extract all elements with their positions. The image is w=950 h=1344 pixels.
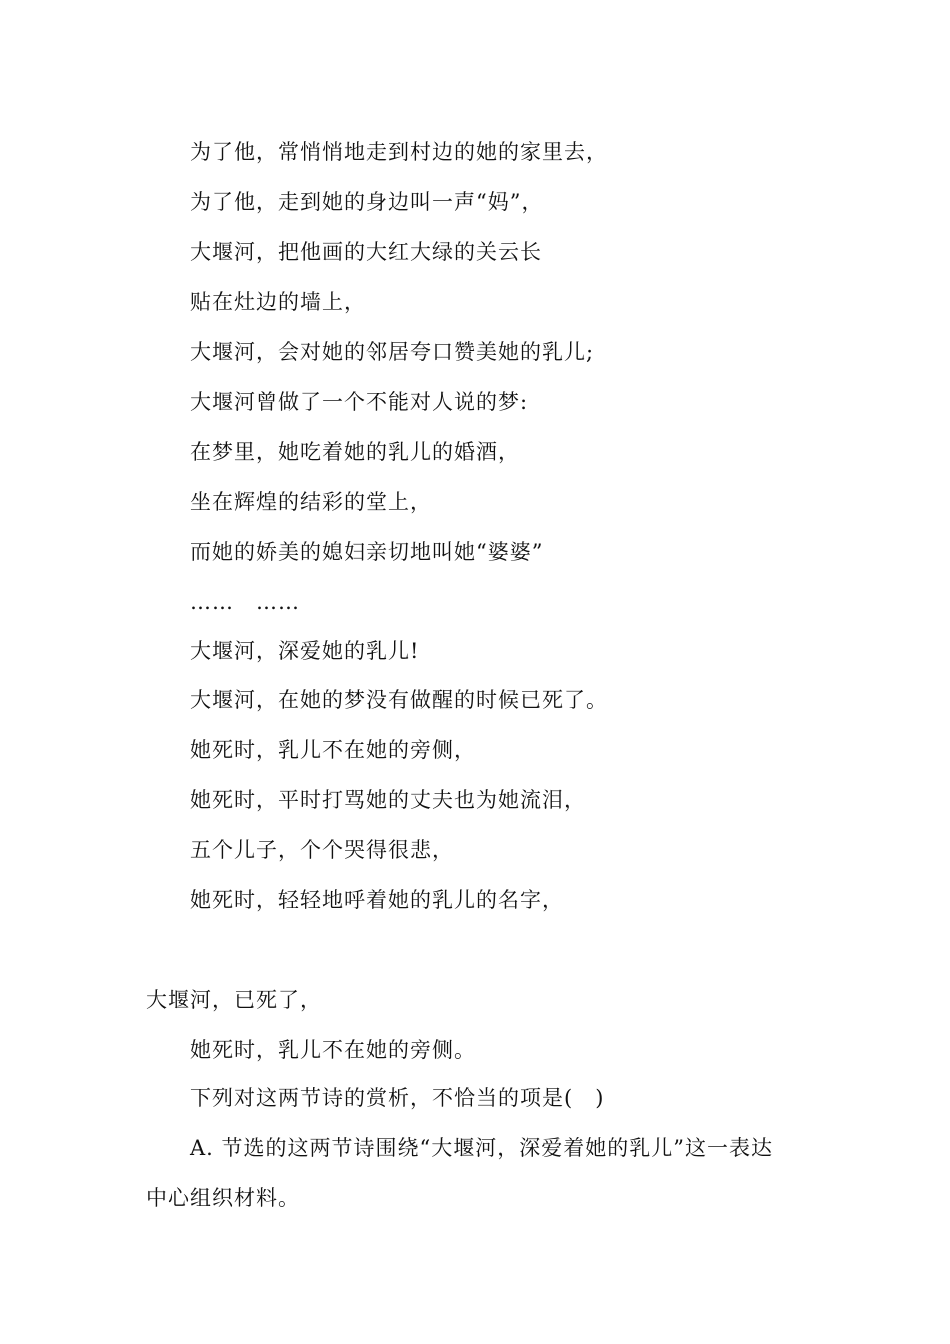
poem-line: 为了他，走到她的身边叫一声“妈”， bbox=[190, 190, 544, 214]
poem-line: 她死时，乳儿不在她的旁侧。 bbox=[190, 1038, 476, 1062]
poem-line: 为了他，常悄悄地走到村边的她的家里去， bbox=[190, 140, 608, 164]
poem-line: 她死时，平时打骂她的丈夫也为她流泪， bbox=[190, 788, 586, 812]
poem-line: 大堰河，会对她的邻居夸口赞美她的乳儿; bbox=[190, 340, 595, 364]
option-a: A. 节选的这两节诗围绕“大堰河，深爱着她的乳儿”这一表达 bbox=[190, 1136, 773, 1160]
option-a-continuation: 中心组织材料。 bbox=[146, 1186, 300, 1210]
poem-line: 坐在辉煌的结彩的堂上， bbox=[190, 490, 432, 514]
poem-line: 而她的娇美的媳妇亲切地叫她“婆婆” bbox=[190, 540, 544, 564]
poem-line: 大堰河，深爱她的乳儿! bbox=[190, 639, 420, 663]
poem-line: 大堰河，在她的梦没有做醒的时候已死了。 bbox=[190, 688, 608, 712]
poem-line: 在梦里，她吃着她的乳儿的婚酒， bbox=[190, 440, 520, 464]
poem-line: 大堰河，把他画的大红大绿的关云长 bbox=[190, 240, 542, 264]
poem-line: 五个儿子，个个哭得很悲， bbox=[190, 838, 454, 862]
poem-line: 她死时，轻轻地呼着她的乳儿的名字， bbox=[190, 888, 564, 912]
question-stem: 下列对这两节诗的赏析，不恰当的项是( ) bbox=[190, 1086, 605, 1110]
poem-ellipsis: …… …… bbox=[190, 590, 300, 614]
poem-line: 大堰河，已死了， bbox=[146, 988, 322, 1012]
poem-line: 大堰河曾做了一个不能对人说的梦: bbox=[190, 390, 529, 414]
poem-line: 贴在灶边的墙上， bbox=[190, 290, 366, 314]
poem-line: 她死时，乳儿不在她的旁侧， bbox=[190, 738, 476, 762]
